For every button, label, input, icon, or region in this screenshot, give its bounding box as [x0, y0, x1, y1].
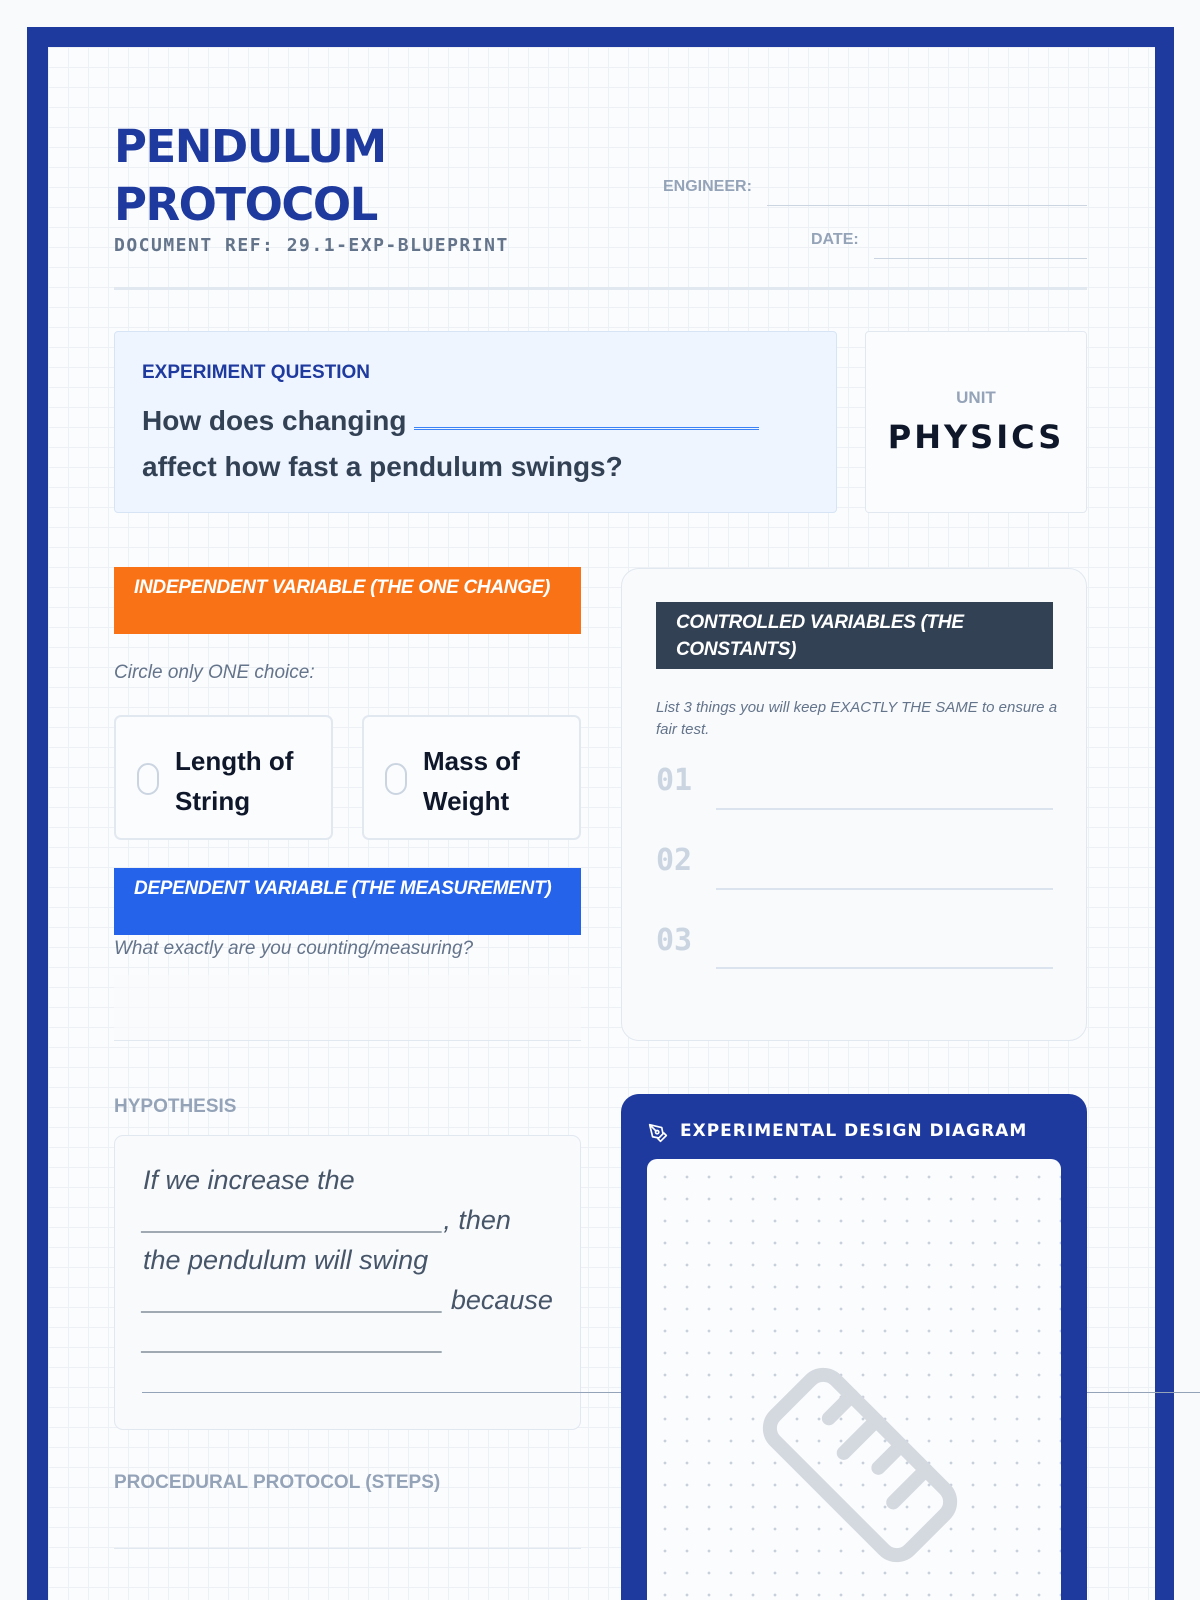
choice-label-line1: Mass of	[423, 746, 520, 776]
experiment-question-card	[114, 331, 837, 513]
question-label: EXPERIMENT QUESTION	[142, 362, 371, 383]
choice-mass-of-weight[interactable]	[362, 715, 581, 840]
question-text-before: How does changing	[142, 405, 407, 436]
question-text	[142, 398, 759, 490]
controlled-hint: List 3 things you will keep EXACTLY THE SAME to ensure a fair test.	[656, 699, 1058, 738]
page-title	[114, 118, 386, 234]
title-line-1: PENDULUM	[114, 120, 386, 173]
independent-hint: Circle only ONE choice:	[114, 662, 315, 683]
hypothesis-card[interactable]	[114, 1135, 581, 1430]
question-text-after: affect how fast a pendulum swings?	[142, 451, 623, 482]
hypothesis-line: ____________________, then	[143, 1205, 511, 1235]
choice-label-line1: Length of	[175, 746, 294, 776]
engineer-label: ENGINEER:	[663, 178, 752, 195]
unit-card	[865, 331, 1087, 513]
dependent-hint: What exactly are you counting/measuring?	[114, 938, 474, 959]
engineer-field[interactable]	[767, 205, 1087, 206]
choice-label	[175, 741, 293, 821]
independent-variable-banner: INDEPENDENT VARIABLE (THE ONE CHANGE)	[114, 567, 581, 634]
controlled-variables-banner: CONTROLLED VARIABLES (THE CONSTANTS)	[656, 602, 1053, 669]
document-reference: DOCUMENT REF: 29.1-EXP-BLUEPRINT	[114, 235, 509, 256]
hypothesis-line: ____________________ because	[143, 1285, 553, 1315]
choice-circle[interactable]	[137, 763, 159, 795]
controlled-item-number: 02	[656, 843, 693, 878]
pen-tool-icon	[648, 1123, 668, 1143]
ruler-icon	[745, 1350, 975, 1580]
title-line-2: PROTOCOL	[114, 178, 377, 231]
controlled-item-number: 01	[656, 763, 693, 798]
controlled-item-number: 03	[656, 923, 693, 958]
choice-label	[423, 741, 520, 821]
choice-label-line2: Weight	[423, 786, 510, 816]
procedure-field[interactable]	[114, 1548, 581, 1549]
controlled-item-field[interactable]	[716, 967, 1053, 969]
hypothesis-line: the pendulum will swing	[143, 1245, 429, 1275]
dependent-answer-field[interactable]	[114, 975, 581, 1041]
controlled-item-field[interactable]	[716, 808, 1053, 810]
dependent-variable-banner: DEPENDENT VARIABLE (THE MEASUREMENT)	[114, 868, 581, 935]
unit-label: UNIT	[956, 388, 996, 407]
diagram-title: EXPERIMENTAL DESIGN DIAGRAM	[680, 1121, 1028, 1141]
procedure-label: PROCEDURAL PROTOCOL (STEPS)	[114, 1472, 441, 1493]
question-blank[interactable]	[414, 408, 759, 430]
choice-circle[interactable]	[385, 763, 407, 795]
choice-length-of-string[interactable]	[114, 715, 333, 840]
hypothesis-text	[143, 1160, 563, 1360]
choice-label-line2: String	[175, 786, 251, 816]
hypothesis-line: ____________________	[143, 1325, 444, 1355]
date-field[interactable]	[874, 258, 1087, 259]
controlled-item-field[interactable]	[716, 888, 1053, 890]
unit-value: PHYSICS	[887, 418, 1065, 456]
header-divider	[114, 287, 1087, 290]
hypothesis-label: HYPOTHESIS	[114, 1096, 237, 1117]
date-label: DATE:	[811, 231, 859, 248]
hypothesis-line: If we increase the	[143, 1165, 355, 1195]
